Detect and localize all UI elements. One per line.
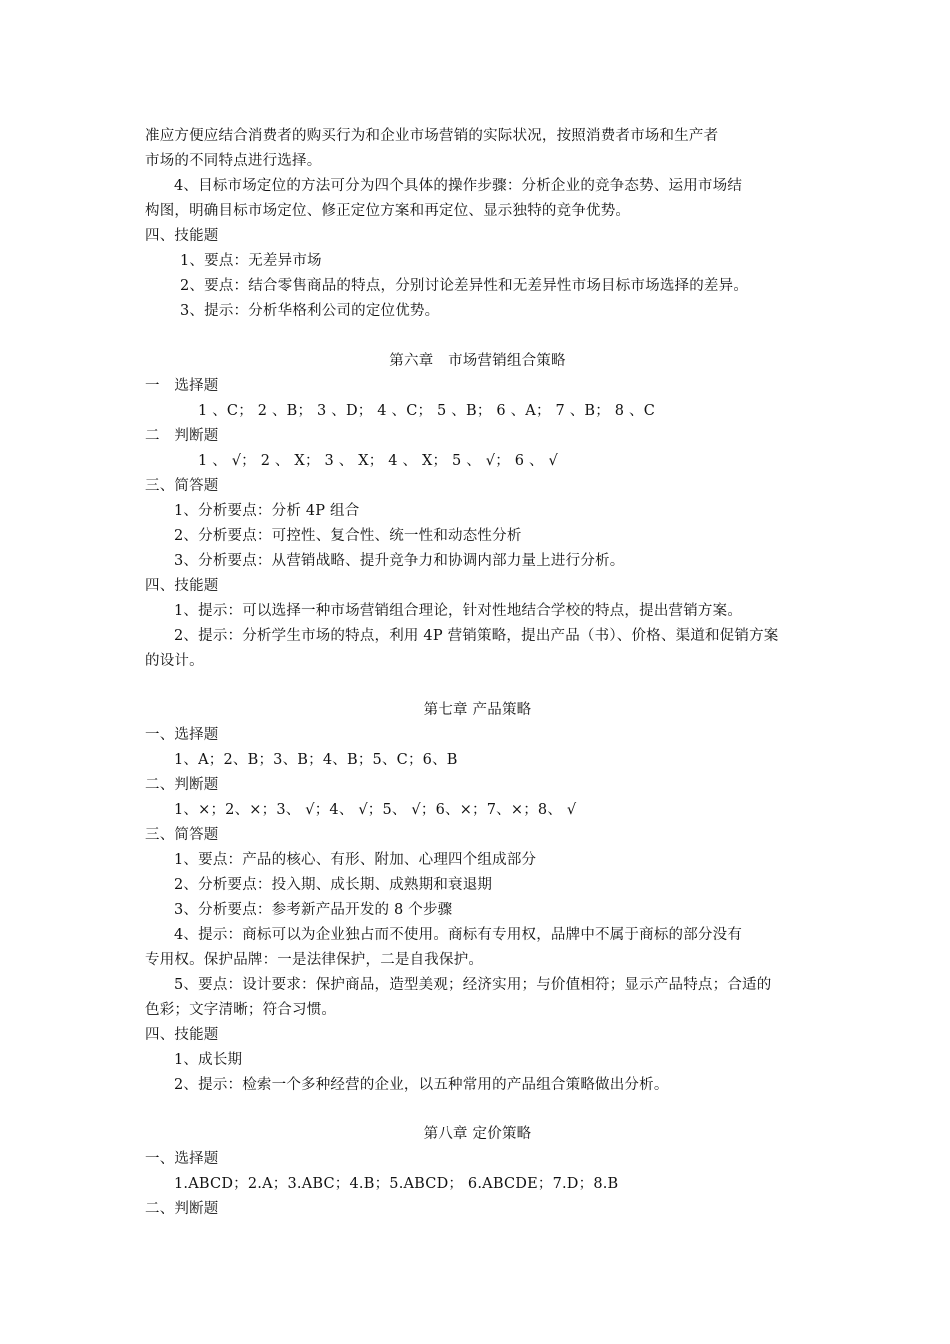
text-line: 3、分析要点：从营销战略、提升竞争力和协调内部力量上进行分析。	[174, 553, 625, 569]
section-heading: 一、选择题	[145, 727, 219, 743]
text-line: 准应方便应结合消费者的购买行为和企业市场营销的实际状况，按照消费者市场和生产者	[145, 128, 719, 144]
section-heading: 四、技能题	[145, 578, 219, 594]
answer-line: 1 、 √； 2 、 X； 3 、 X； 4 、 X； 5 、 √； 6 、 √	[198, 453, 558, 469]
text-line: 2、分析要点：投入期、成长期、成熟期和衰退期	[174, 877, 493, 893]
text-line: 3、分析要点：参考新产品开发的 8 个步骤	[174, 902, 453, 918]
answer-line: 1、×；2、×；3、 √；4、 √；5、 √；6、×；7、×；8、 √	[174, 802, 577, 818]
section-heading: 一 选择题	[145, 378, 219, 394]
text-line: 2、要点：结合零售商品的特点，分别讨论差异性和无差异性市场目标市场选择的差异。	[180, 278, 749, 294]
section-heading: 二、判断题	[145, 1201, 219, 1217]
answer-line: 1 、C； 2 、B； 3 、D； 4 、C； 5 、B； 6 、A； 7 、B； 8 、C	[198, 403, 655, 419]
text-line: 色彩；文字清晰；符合习惯。	[145, 1002, 337, 1018]
section-heading: 二 判断题	[145, 428, 219, 444]
chapter-title: 第七章 产品策略	[423, 702, 532, 718]
text-line: 2、提示：检索一个多种经营的企业，以五种常用的产品组合策略做出分析。	[174, 1077, 669, 1093]
text-line: 1、提示：可以选择一种市场营销组合理论，针对性地结合学校的特点，提出营销方案。	[174, 603, 743, 619]
text-line: 专用权。保护品牌：一是法律保护，二是自我保护。	[145, 952, 484, 968]
section-heading: 三、简答题	[145, 478, 219, 494]
answer-line: 1.ABCD；2.A；3.ABC；4.B；5.ABCD； 6.ABCDE；7.D；8.B	[174, 1176, 619, 1192]
text-line: 3、提示：分析华格利公司的定位优势。	[180, 303, 440, 319]
answer-line: 1、A；2、B；3、B；4、B；5、C；6、B	[174, 752, 458, 768]
chapter-title: 第六章 市场营销组合策略	[389, 353, 566, 369]
text-line: 构图，明确目标市场定位、修正定位方案和再定位、显示独特的竞争优势。	[145, 203, 631, 219]
text-line: 的设计。	[145, 653, 204, 669]
section-heading: 三、简答题	[145, 827, 219, 843]
text-line: 4、提示：商标可以为企业独占而不使用。商标有专用权，品牌中不属于商标的部分没有	[174, 927, 743, 943]
section-heading: 二、判断题	[145, 777, 219, 793]
text-line: 1、要点：产品的核心、有形、附加、心理四个组成部分	[174, 852, 537, 868]
section-heading: 四、技能题	[145, 228, 219, 244]
section-heading: 一、选择题	[145, 1151, 219, 1167]
chapter-title: 第八章 定价策略	[423, 1126, 532, 1142]
text-line: 1、成长期	[174, 1052, 243, 1068]
section-heading: 四、技能题	[145, 1027, 219, 1043]
text-line: 4、目标市场定位的方法可分为四个具体的操作步骤：分析企业的竞争态势、运用市场结	[174, 178, 743, 194]
text-line: 1、分析要点：分析 4P 组合	[174, 503, 360, 519]
text-line: 2、提示：分析学生市场的特点，利用 4P 营销策略，提出产品（书）、价格、渠道和促销方案	[174, 628, 779, 644]
text-line: 2、分析要点：可控性、复合性、统一性和动态性分析	[174, 528, 522, 544]
text-line: 1、要点：无差异市场	[180, 253, 322, 269]
text-line: 市场的不同特点进行选择。	[145, 153, 322, 169]
text-line: 5、要点：设计要求：保护商品，造型美观；经济实用；与价值相符；显示产品特点；合适的	[174, 977, 772, 993]
